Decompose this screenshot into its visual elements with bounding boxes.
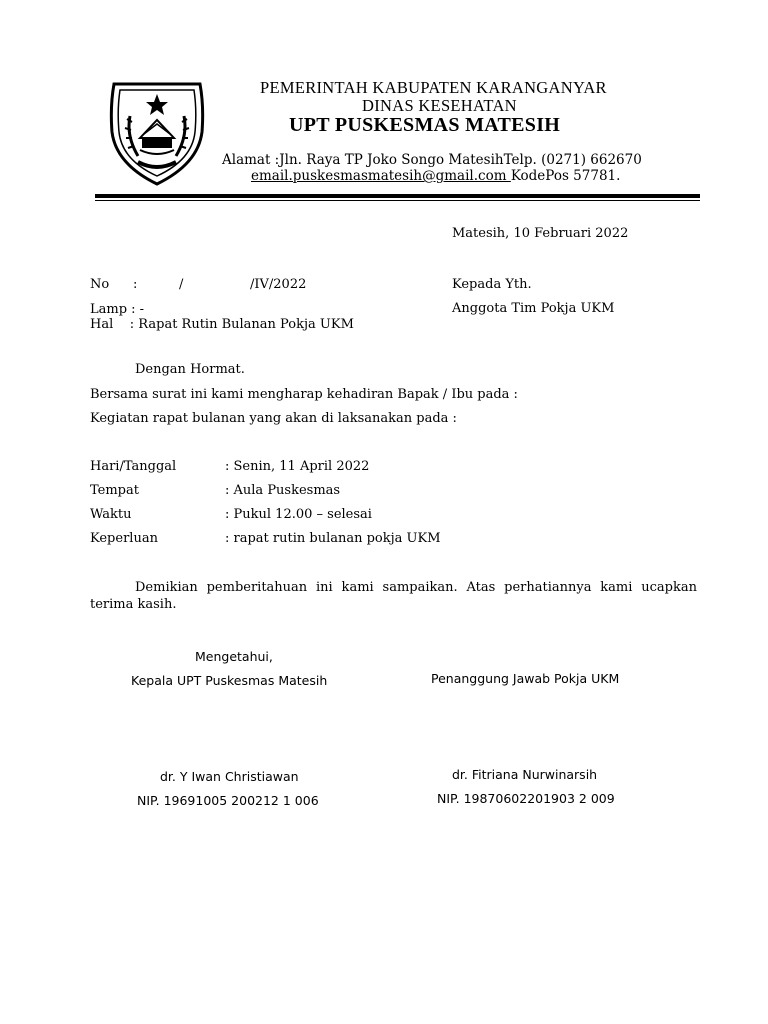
letter-attachment: Lamp : -	[90, 302, 145, 317]
detail-value-place: : Aula Puskesmas	[225, 483, 341, 498]
letterhead-contact	[251, 168, 620, 184]
recipient-name: Anggota Tim Pokja UKM	[452, 301, 615, 316]
right-signatory-name: dr. Fitriana Nurwinarsih	[452, 767, 598, 782]
letterhead-institution: UPT PUSKESMAS MATESIH	[289, 114, 561, 136]
detail-value-time: : Pukul 12.00 – selesai	[225, 507, 372, 522]
recipient-salutation: Kepada Yth.	[452, 277, 532, 292]
letter-number-slash: /	[179, 277, 184, 292]
detail-label-place: Tempat	[90, 483, 139, 498]
letterhead-rule-thin	[95, 200, 700, 201]
email-link[interactable]: email.puskesmasmatesih@gmail.com	[251, 168, 511, 184]
left-signatory-name: dr. Y Iwan Christiawan	[160, 769, 299, 784]
detail-label-date: Hari/Tanggal	[90, 459, 177, 474]
detail-label-purpose: Keperluan	[90, 531, 158, 546]
letterhead-department: DINAS KESEHATAN	[362, 96, 517, 115]
detail-value-date: : Senin, 11 April 2022	[225, 459, 370, 474]
letter-number-label: No	[90, 277, 110, 292]
right-signatory-nip: NIP. 19870602201903 2 009	[437, 791, 615, 806]
regency-coat-of-arms-logo	[104, 76, 210, 188]
detail-label-time: Waktu	[90, 507, 132, 522]
greeting: Dengan Hormat.	[135, 362, 245, 377]
body-paragraph-2: Kegiatan rapat bulanan yang akan di laksanakan pada :	[90, 411, 457, 426]
body-paragraph-1: Bersama surat ini kami mengharap kehadiran Bapak / Ibu pada :	[90, 387, 518, 402]
letter-number-colon: :	[133, 277, 138, 292]
left-signatory-nip: NIP. 19691005 200212 1 006	[137, 793, 319, 808]
letter-number-value: /IV/2022	[250, 277, 307, 292]
letter-date: Matesih, 10 Februari 2022	[452, 226, 629, 241]
letter-subject: Hal : Rapat Rutin Bulanan Pokja UKM	[90, 317, 354, 332]
letterhead-government: PEMERINTAH KABUPATEN KARANGANYAR	[260, 78, 607, 97]
left-signatory-title: Kepala UPT Puskesmas Matesih	[131, 673, 328, 688]
detail-value-purpose: : rapat rutin bulanan pokja UKM	[225, 531, 441, 546]
postcode: KodePos 57781.	[510, 168, 621, 184]
acknowledge-label: Mengetahui,	[195, 649, 273, 664]
letterhead-address: Alamat :Jln. Raya TP Joko Songo MatesihTelp. (0271) 662670	[222, 152, 642, 168]
closing-paragraph: Demikian pemberitahuan ini kami sampaikan. Atas perhatiannya kami ucapkan terima kasih.	[90, 580, 697, 612]
letterhead-rule-thick	[95, 194, 700, 198]
right-signatory-title: Penanggung Jawab Pokja UKM	[431, 671, 620, 686]
